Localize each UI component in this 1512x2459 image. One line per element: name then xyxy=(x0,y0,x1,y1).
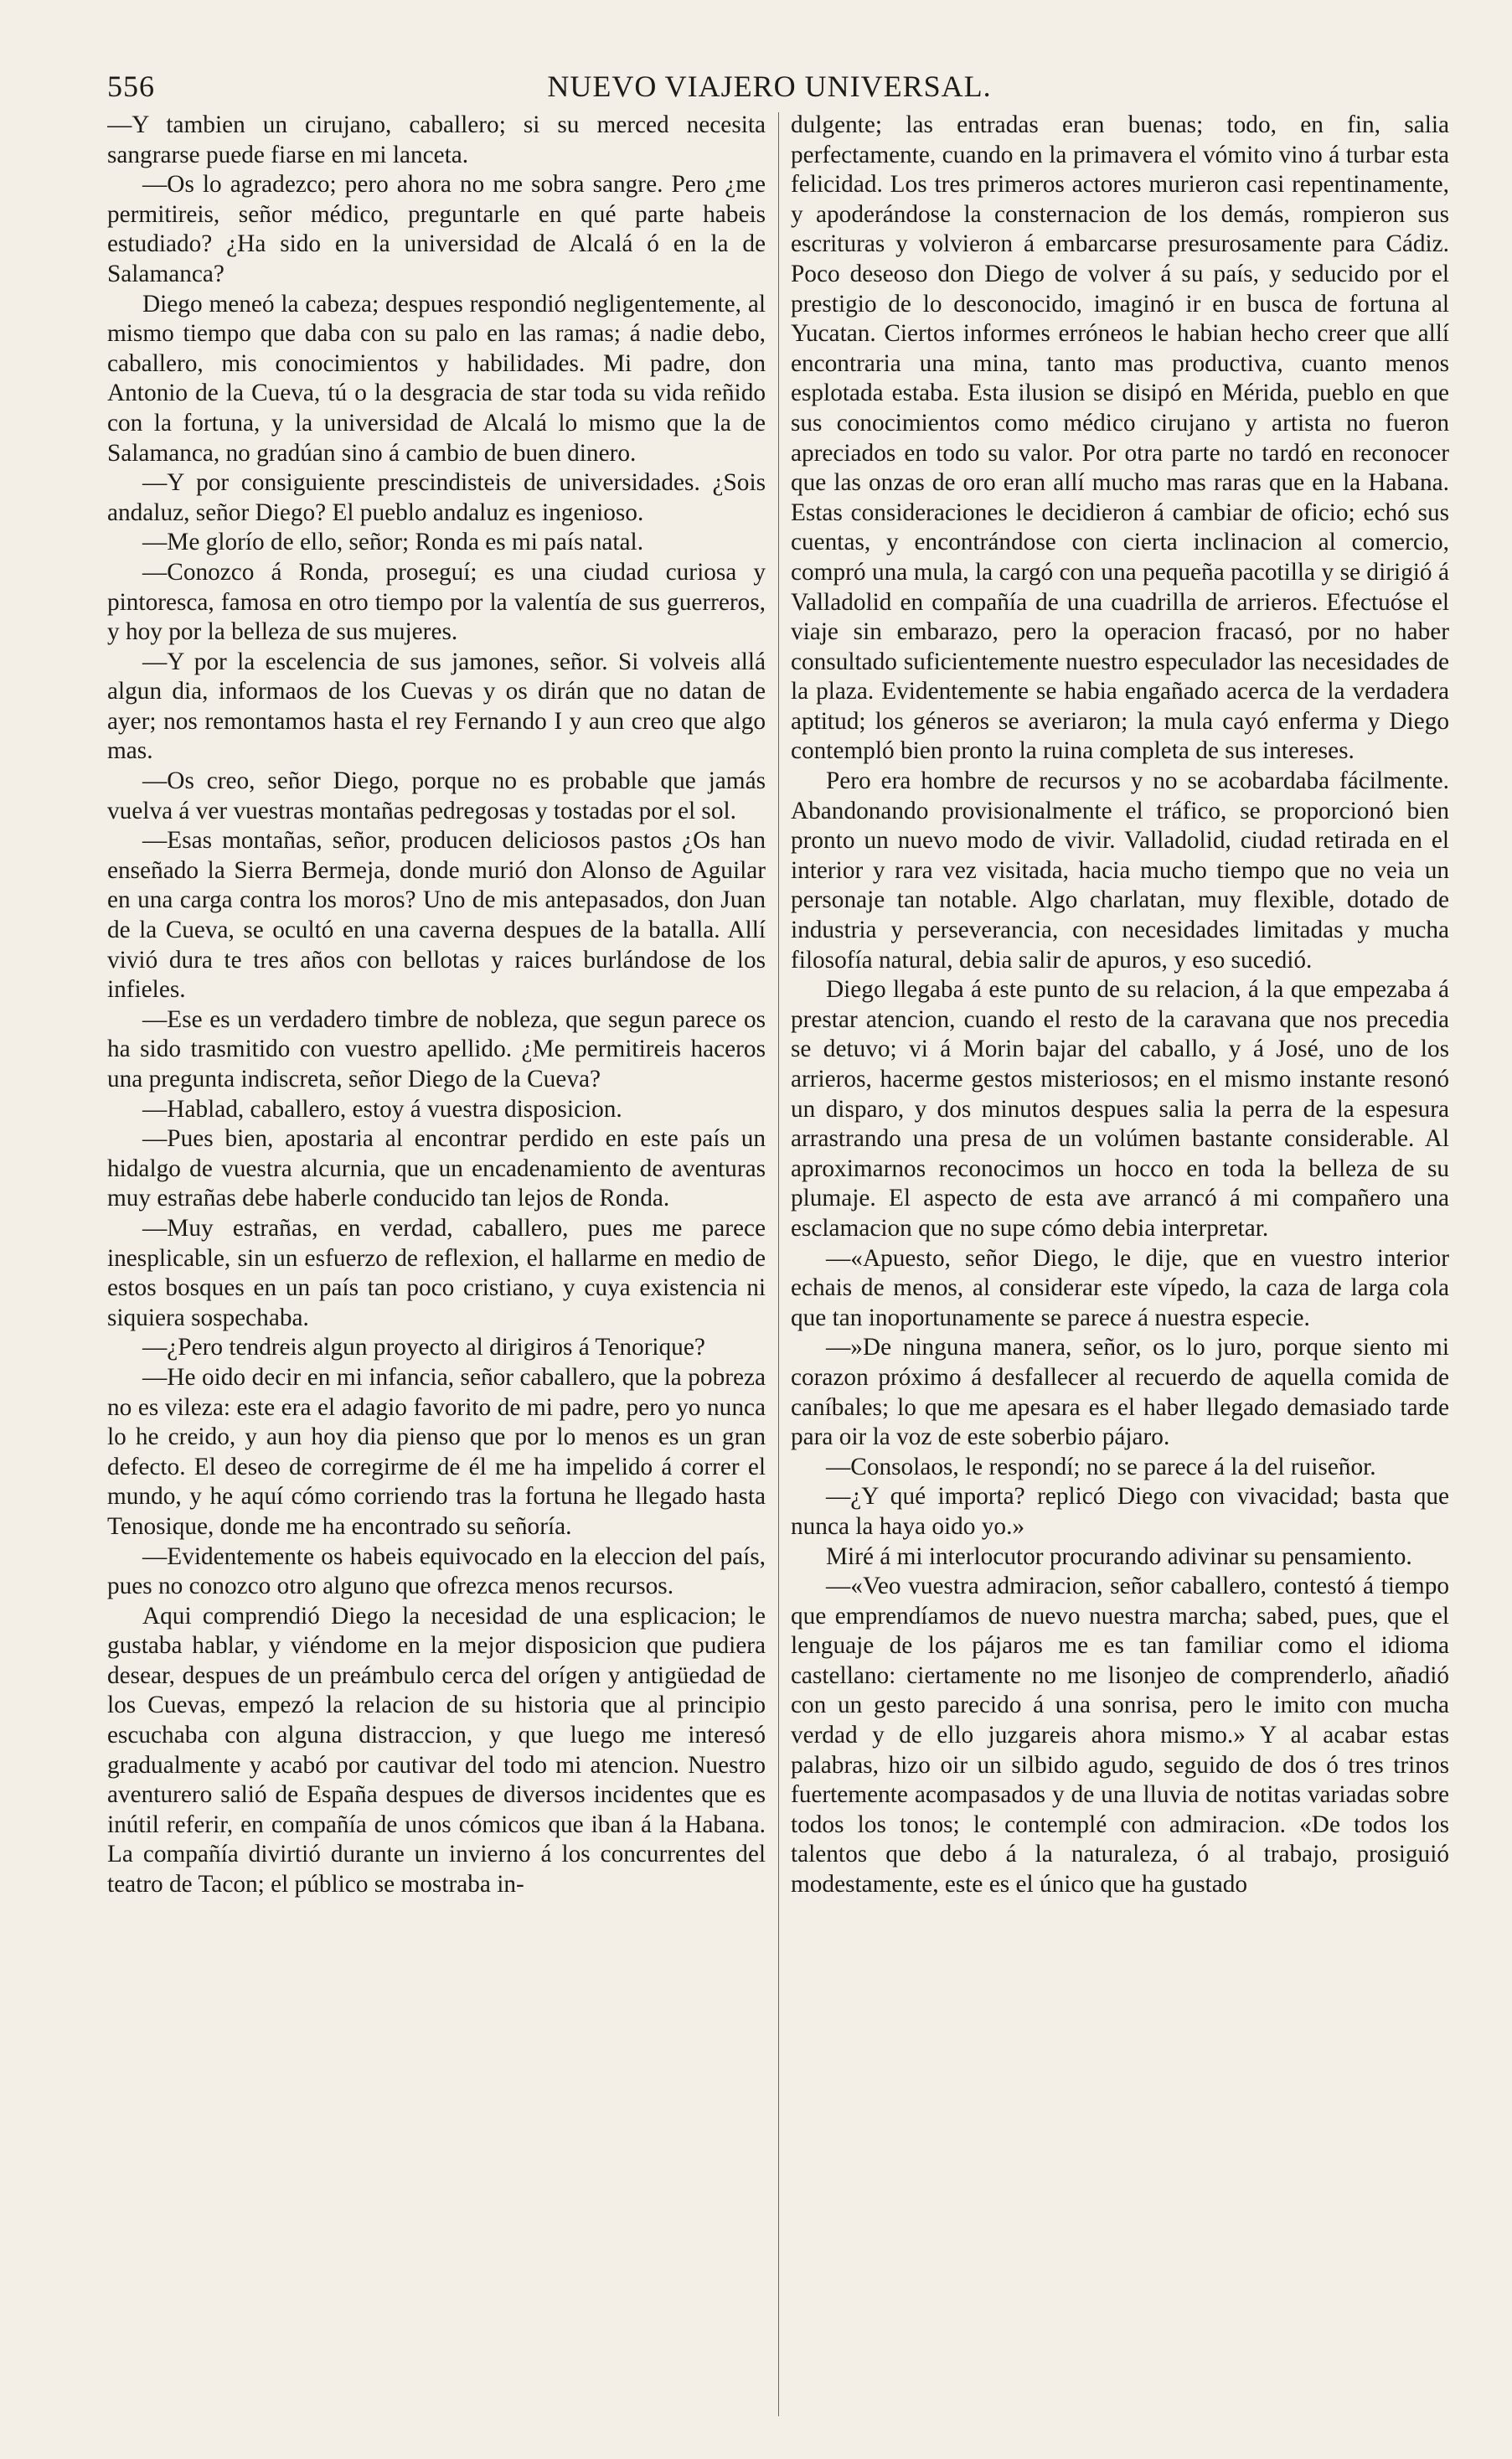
paragraph: Diego meneó la cabeza; despues respondió negligentemente, al mismo tiempo que daba con su palo en las ramas; á nadie debo, caballero, mis conocimientos y habilidades. Mi padre, don Antonio de la Cueva, tú o la desgracia de star toda su vida reñido con la fortuna, y la universidad de Alcalá lo mismo que la de Salamanca, no gradúan sino á cambio de buen dinero. xyxy=(107,290,766,467)
paragraph: —Ese es un verdadero timbre de nobleza, que segun parece os ha sido trasmitido con vuestro apellido. ¿Me permitireis haceros una pregunta indiscreta, señor Diego de la Cueva? xyxy=(107,1005,766,1093)
paragraph: —Muy estrañas, en verdad, caballero, pues me parece inesplicable, sin un esfuerzo de reflexion, el hallarme en medio de estos bosques en un país tan poco cristiano, y cuya existencia ni siquiera sospechaba. xyxy=(107,1214,766,1331)
paragraph: Pero era hombre de recursos y no se acobardaba fácilmente. Abandonando provisionalmente el tráfico, se proporcionó bien pronto un nuevo modo de vivir. Valladolid, ciudad retirada en el interior y rara vez visitada, hacia mucho tiempo que no veia un personaje tan notable. Algo charlatan, muy flexible, dotado de industria y perseverancia, con necesidades limitadas y mucha filosofía natural, debia salir de apuros, y eso sucedió. xyxy=(791,767,1449,974)
paragraph: —Y por consiguiente prescindisteis de universidades. ¿Sois andaluz, señor Diego? El pueblo andaluz es ingenioso. xyxy=(107,469,766,526)
paragraph: Miré á mi interlocutor procurando adivinar su pensamiento. xyxy=(826,1542,1412,1570)
paragraph: —Y tambien un cirujano, caballero; si su merced necesita sangrarse puede fiarse en mi lanceta. xyxy=(107,111,766,168)
paragraph: dulgente; las entradas eran buenas; todo, en fin, salia perfectamente, cuando en la primavera el vómito vino á turbar esta felicidad. Los tres primeros actores murieron casi repentinamente, y apoderándose la consternacion de los demás, rompieron sus escrituras y volvieron á embarcarse presurosamente para Cádiz. Poco deseoso don Diego de volver á su país, y seducido por el prestigio de lo desconocido, imaginó ir en busca de fortuna al Yucatan. Ciertos informes erróneos le habian hecho creer que allí encontraria una mina, tanto mas productiva, cuanto menos esplotada estaba. Esta ilusion se disipó en Mérida, pueblo en que sus conocimientos como médico cirujano y artista no fueron apreciados en todo su valor. Por otra parte no tardó en reconocer que las onzas de oro eran allí mucho mas raras que en la Habana. Estas consideraciones le decidieron á cambiar de oficio; echó sus cuentas, y encontrándose con cierta inclinacion al comercio, compró una mula, la cargó con una pequeña pacotilla y se dirigió á Valladolid en compañía de una cuadrilla de arrieros. Efectuóse el viaje sin embarazo, pero la operacion fracasó, por no haber consultado suficientemente nuestro especulador las necesidades de la plaza. Evidentemente se habia engañado acerca de la verdadera aptitud; los géneros se averiaron; la mula cayó enferma y Diego contempló bien pronto la ruina completa de sus intereses. xyxy=(791,111,1449,765)
paragraph: —He oido decir en mi infancia, señor caballero, que la pobreza no es vileza: este era el adagio favorito de mi padre, pero yo nunca lo he creido, y aun hoy dia pienso que por lo menos es un gran defecto. El deseo de corregirme de él me ha impelido á correr el mundo, y he aquí cómo corriendo tras la fortuna he llegado hasta Tenosique, donde me ha encontrado su señoría. xyxy=(107,1363,766,1540)
paragraph: —Me glorío de ello, señor; Ronda es mi país natal. xyxy=(142,529,644,556)
paragraph: —«Apuesto, señor Diego, le dije, que en vuestro interior echais de menos, al considerar este vípedo, la caza de larga cola que tan inoportunamente se parece á nuestra especie. xyxy=(791,1244,1449,1331)
paragraph: —Consolaos, le respondí; no se parece á la del ruiseñor. xyxy=(826,1453,1376,1480)
paragraph: —Os lo agradezco; pero ahora no me sobra sangre. Pero ¿me permitireis, señor médico, preguntarle en qué parte habeis estudiado? ¿Ha sido en la universidad de Alcalá ó en la de Salamanca? xyxy=(107,171,766,287)
paragraph: —¿Pero tendreis algun proyecto al dirigiros á Tenorique? xyxy=(142,1334,705,1361)
running-title: NUEVO VIAJERO UNIVERSAL. xyxy=(547,70,992,103)
paragraph: —Conozco á Ronda, proseguí; es una ciudad curiosa y pintoresca, famosa en otro tiempo por la valentía de sus guerreros, y hoy por la belleza de sus mujeres. xyxy=(107,558,766,646)
right-column xyxy=(791,111,1449,2431)
page-number: 556 xyxy=(107,70,155,103)
paragraph: —Os creo, señor Diego, porque no es probable que jamás vuelva á ver vuestras montañas pedregosas y tostadas por el sol. xyxy=(107,767,766,824)
paragraph: —¿Y qué importa? replicó Diego con vivacidad; basta que nunca la haya oido yo.» xyxy=(791,1483,1449,1540)
paragraph: —Esas montañas, señor, producen deliciosos pastos ¿Os han enseñado la Sierra Bermeja, donde murió don Alonso de Aguilar en una carga contra los moros? Uno de mis antepasados, don Juan de la Cueva, se ocultó en una caverna despues de la batalla. Allí vivió dura te tres años con bellotas y raices burlándose de los infieles. xyxy=(107,827,766,1004)
paragraph: Aqui comprendió Diego la necesidad de una esplicacion; le gustaba hablar, y viéndome en la mejor disposicion que pudiera desear, despues de un preámbulo cerca del orígen y antigüedad de los Cuevas, empezó la relacion de su historia que al principio escuchaba con alguna distraccion, y que luego me interesó gradualmente y acabó por cautivar del todo mi atencion. Nuestro aventurero salió de España despues de diversos incidentes que es inútil referir, en compañía de unos cómicos que iban á la Habana. La compañía divirtió durante un invierno á los concurrentes del teatro de Tacon; el público se mostraba in- xyxy=(107,1602,766,1898)
paragraph: —»De ninguna manera, señor, os lo juro, porque siento mi corazon próximo á desfallecer al recuerdo de aquella comida de caníbales; lo que me apesara es el haber llegado demasiado tarde para oir la voz de este soberbio pájaro. xyxy=(791,1334,1449,1451)
paragraph: —Hablad, caballero, estoy á vuestra disposicion. xyxy=(142,1095,622,1123)
paragraph: —Y por la escelencia de sus jamones, señor. Si volveis allá algun dia, informaos de los Cuevas y os dirán que no datan de ayer; nos remontamos hasta el rey Fernando I y aun creo que algo mas. xyxy=(107,648,766,765)
paragraph: Diego llegaba á este punto de su relacion, á la que empezaba á prestar atencion, cuando el resto de la caravana que nos precedia se detuvo; vi á Morin bajar del caballo, y á José, uno de los arrieros, hacerme gestos misteriosos; en el mismo instante resonó un disparo, y dos minutos despues salia la perra de la espesura arrastrando una presa de un volúmen bastante considerable. Al aproximarnos reconocimos un hocco en toda la belleza de su plumaje. El aspecto de esta ave arrancó á mi compañero una esclamacion que no supe cómo debia interpretar. xyxy=(791,976,1449,1242)
page-header xyxy=(107,69,1432,112)
column-divider xyxy=(778,112,779,2416)
paragraph: —«Veo vuestra admiracion, señor caballero, contestó á tiempo que emprendíamos de nuevo nuestra marcha; sabed, pues, que el lenguaje de los pájaros me es tan familiar como el idioma castellano: ciertamente no me lisonjeo de comprenderlo, añadió con un gesto parecido á una sonrisa, pero le imito con mucha verdad y de ello juzgareis ahora mismo.» Y al acabar estas palabras, hizo oir un silbido agudo, seguido de dos ó tres trinos fuertemente acompasados y de una lluvia de notitas variadas sobre todos los tonos; le contemplé con admiracion. «De todos los talentos que debo á la naturaleza, ó al trabajo, prosiguió modestamente, este es el único que ha gustado xyxy=(791,1573,1449,1898)
left-column xyxy=(107,111,766,2431)
paragraph: —Evidentemente os habeis equivocado en la eleccion del país, pues no conozco otro alguno que ofrezca menos recursos. xyxy=(107,1542,766,1600)
paragraph: —Pues bien, apostaria al encontrar perdido en este país un hidalgo de vuestra alcurnia, que un encadenamiento de aventuras muy estrañas debe haberle conducido tan lejos de Ronda. xyxy=(107,1125,766,1212)
